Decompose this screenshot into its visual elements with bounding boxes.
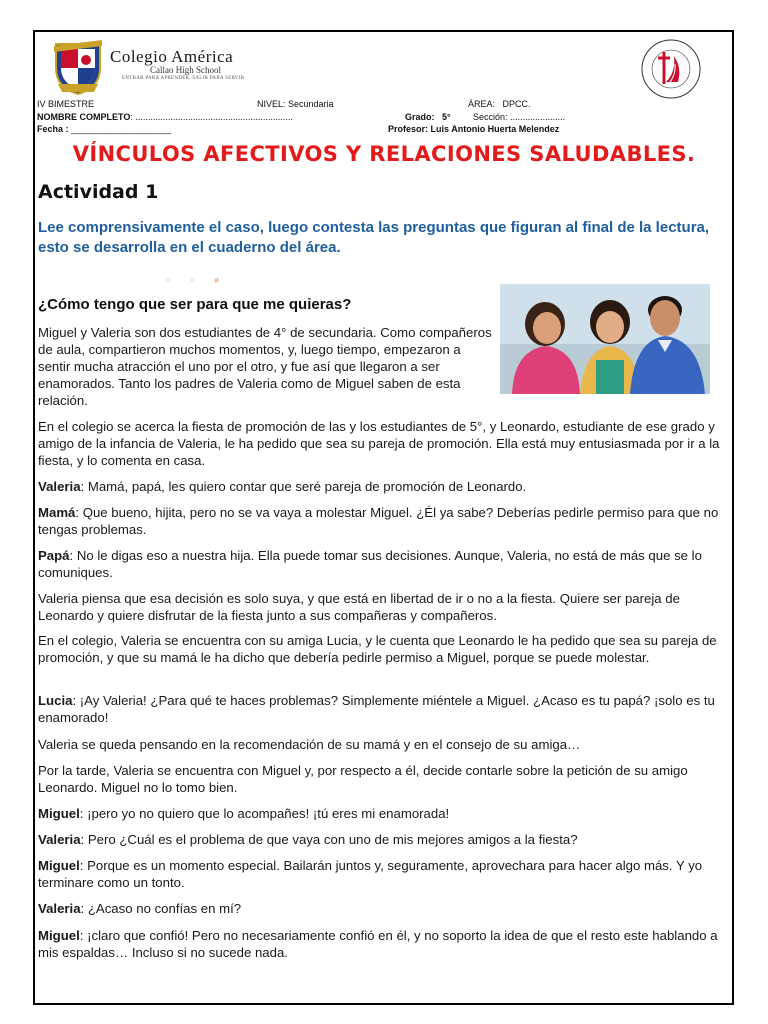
story-paragraph: Valeria piensa que esa decisión es solo suya, y que está en libertad de ir o no a la fiesta. Quiere ser pareja de Leonardo y quiere disfrutar de la fiesta junto a sus compañeras y compañeros. [38,591,680,623]
dialogue-text: : Que bueno, hijita, pero no se va vaya a molestar Miguel. ¿Él ya sabe? Deberías pedirle permiso para que no tengas problemas. [38,505,719,537]
grado-field [405,112,451,122]
speaker-name: Valeria [38,901,81,916]
profesor-value: Luis Antonio Huerta Melendez [430,124,560,134]
dialogue-line [38,927,730,961]
story-paragraph: Miguel y Valeria son dos estudiantes de 4° de secundaria. Como compañeros de aula, compartieron muchos momentos, y, luego tiempo, empezaron a sentir mucha atracción el uno por el otro, y fue así que llegaron a ser enamorados. Tanto los padres de Valeria como de Miguel saben de esta relación. [38,325,492,408]
dialogue-line [38,692,730,726]
dialogue-line [38,857,730,891]
nivel-label: NIVEL: [257,99,286,109]
seccion-field [468,112,565,122]
dialogue-text: : ¡pero yo no quiero que lo acompañes! ¡tú eres mi enamorada! [79,806,450,821]
grado-value: 5° [442,112,451,122]
fecha-label: Fecha : [37,124,69,134]
dialogue-line [38,547,730,581]
three-students-illustration [500,284,710,394]
school-name: Colegio América [110,47,234,66]
dialogue-text: : Pero ¿Cuál es el problema de que vaya con uno de mis mejores amigos a la fiesta? [80,832,578,847]
instructions-text: Lee comprensivamente el caso, luego contesta las preguntas que figuran al final de la lectura, esto se desarrolla en el cuaderno del área. [38,219,710,256]
nivel-value: Secundaria [288,99,334,109]
fecha-fill: ____________________ [71,124,172,134]
dialogue-line [38,504,730,538]
seccion-label: Sección: [473,112,508,122]
speaker-name: Papá [38,548,70,563]
story-paragraph: En el colegio, Valeria se encuentra con su amiga Lucia, y le cuenta que Leonardo le ha pedido que sea su pareja de promoción, y que su mamá le ha dicho que debería pedirle permiso a Miguel, porque se puede molestar. [38,633,717,665]
decorative-dots: ○○⌀ [166,277,239,284]
area-value: DPCC. [502,99,531,109]
nombre-label: NOMBRE COMPLETO [37,112,131,122]
speaker-name: Miguel [38,806,80,821]
dialogue-line [38,900,730,917]
story-paragraph: Valeria se queda pensando en la recomendación de su mamá y en el consejo de su amiga… [38,737,581,752]
school-crest-logo [52,38,104,96]
speaker-name: Valeria [38,832,81,847]
school-subtitle: Callao High School [150,65,221,75]
case-title: ¿Cómo tengo que ser para que me quieras? [38,296,352,313]
speaker-name: Miguel [38,928,80,943]
dialogue-text: : ¡Ay Valeria! ¿Para qué te haces problemas? Simplemente miéntele a Miguel. ¿Acaso es tu papá? ¡solo es tu enamorado! [38,693,715,725]
area-label: ÁREA: [468,99,496,109]
profesor-field [388,124,559,134]
church-seal-logo [640,38,702,100]
story-paragraph: En el colegio se acerca la fiesta de promoción de las y los estudiantes de 5°, y Leonardo, estudiante de ese grado y amigo de la infancia de Valeria, le ha pedido que sea su pareja de promoción. Ella está muy entusiasmada por ir a la fiesta, y lo comenta en casa. [38,419,720,468]
seccion-fill: ...................... [510,112,566,122]
dialogue-text: : ¡claro que confió! Pero no necesariamente confió en él, y no soporto la idea de que el resto este hablando a mis espaldas… Incluso si no sucede nada. [38,928,718,960]
story-paragraph: Por la tarde, Valeria se encuentra con Miguel y, por respecto a él, decide contarle sobre la petición de su amigo Leonardo. Miguel no lo tomo bien. [38,763,688,795]
speaker-name: Valeria [38,479,81,494]
activity-heading: Actividad 1 [38,181,159,203]
dialogue-text: : No le digas eso a nuestra hija. Ella puede tomar sus decisiones. Aunque, Valeria, no está de más que se lo comuniques. [38,548,702,580]
school-motto: ENTRAR PARA APRENDER, SALIR PARA SERVIR [122,76,245,81]
grado-label: Grado: [405,112,435,122]
speaker-name: Miguel [38,858,80,873]
speaker-name: Mamá [38,505,76,520]
dialogue-line [38,805,730,822]
dialogue-line [38,831,730,848]
nivel-field [257,99,334,109]
area-field [468,99,531,109]
speaker-name: Lucia [38,693,73,708]
nombre-fill: : ............................................................... [130,112,293,122]
profesor-label: Profesor: [388,124,429,134]
document-title: VÍNCULOS AFECTIVOS Y RELACIONES SALUDABLES. [72,142,696,166]
fecha-field [37,124,171,134]
bimestre-label: IV BIMESTRE [37,99,95,109]
dialogue-text: : Mamá, papá, les quiero contar que seré pareja de promoción de Leonardo. [80,479,527,494]
dialogue-text: : ¿Acaso no confías en mí? [80,901,242,916]
dialogue-text: : Porque es un momento especial. Bailarán juntos y, seguramente, aprovechara para hacer algo más. Y yo terminare como un tonto. [38,858,703,890]
nombre-field [37,112,293,122]
dialogue-line [38,478,730,495]
